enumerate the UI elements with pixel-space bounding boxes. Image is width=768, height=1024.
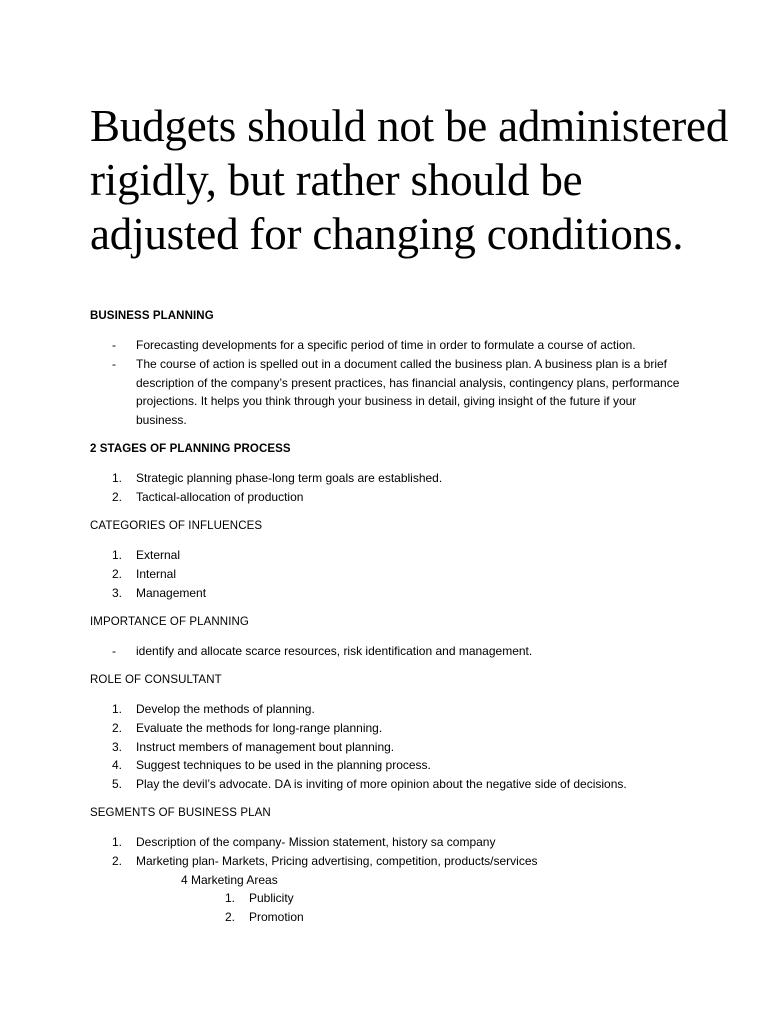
business-planning-list bbox=[90, 336, 680, 430]
list-item: 2. Internal bbox=[112, 566, 177, 581]
list-item: 4. Suggest techniques to be used in the planning process. bbox=[112, 758, 431, 773]
marketing-areas-list bbox=[203, 889, 304, 927]
section-heading-importance: IMPORTANCE OF PLANNING bbox=[90, 616, 249, 628]
section-heading-business-planning: BUSINESS PLANNING bbox=[90, 310, 214, 322]
consultant-list bbox=[90, 700, 680, 794]
segments-list bbox=[90, 833, 680, 871]
list-item: 3. Instruct members of management bout planning. bbox=[112, 739, 395, 754]
list-item: 1. Develop the methods of planning. bbox=[112, 702, 315, 716]
list-item: 2. Marketing plan- Markets, Pricing advertising, competition, products/services bbox=[112, 853, 538, 868]
list-item: 1. Strategic planning phase-long term goals are established. bbox=[112, 471, 443, 485]
marketing-areas-label: 4 Marketing Areas bbox=[181, 873, 278, 887]
section-heading-segments: SEGMENTS OF BUSINESS PLAN bbox=[90, 807, 271, 819]
section-heading-influences: CATEGORIES OF INFLUENCES bbox=[90, 520, 263, 532]
page-headline: Budgets should not be administered rigidly, but rather should be adjusted for changing conditions. bbox=[90, 101, 729, 259]
list-item: 1. Description of the company- Mission statement, history sa company bbox=[112, 835, 496, 849]
bullet-dash: - bbox=[112, 644, 116, 658]
influences-list bbox=[90, 546, 680, 602]
importance-list bbox=[90, 642, 680, 661]
list-item: - The course of action is spelled out in a document called the business plan. A business plan is a brief description of the company’s present practices, has financial analysis, contingency plans, performance projections. It helps you think through your business in detail, giving insight of the future if your business. bbox=[112, 356, 680, 428]
list-item: - identify and allocate scarce resources, risk identification and management. bbox=[90, 642, 680, 661]
list-item: 1. External bbox=[112, 548, 181, 562]
list-item: 2. Evaluate the methods for long-range planning. bbox=[112, 720, 383, 735]
list-item: 5. Play the devil’s advocate. DA is inviting of more opinion about the negative side of decisions. bbox=[112, 777, 627, 792]
list-item: - Forecasting developments for a specific period of time in order to formulate a course of action. bbox=[90, 336, 680, 355]
list-item: 2. Tactical-allocation of production bbox=[112, 489, 304, 504]
stages-list bbox=[90, 469, 680, 507]
list-item: 3. Management bbox=[112, 585, 207, 600]
section-heading-consultant: ROLE OF CONSULTANT bbox=[90, 674, 222, 686]
bullet-dash: - bbox=[112, 356, 116, 371]
section-heading-stages: 2 STAGES OF PLANNING PROCESS bbox=[90, 443, 291, 455]
list-item: 2. Promotion bbox=[225, 909, 304, 924]
list-item: 1. Publicity bbox=[225, 891, 294, 905]
bullet-dash: - bbox=[112, 338, 116, 352]
